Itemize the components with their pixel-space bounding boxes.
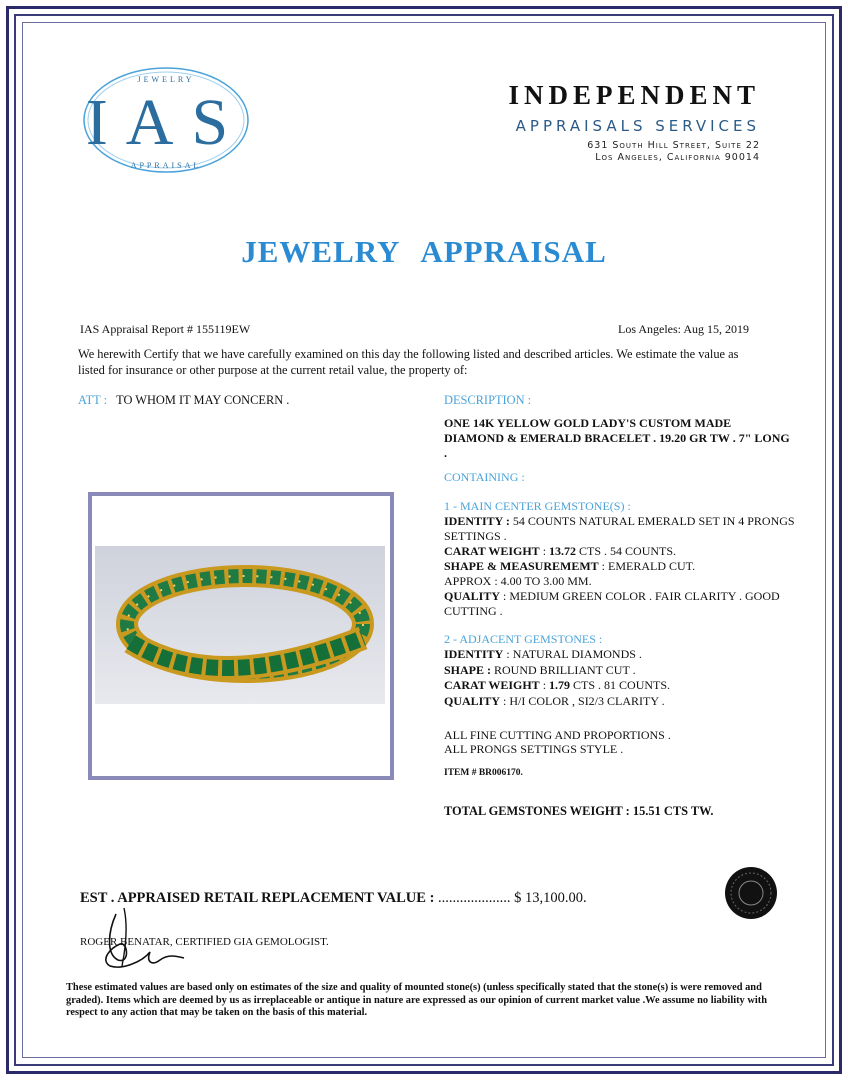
gem1-details	[444, 514, 824, 619]
att-label: ATT :	[78, 393, 108, 407]
bracelet-photo	[95, 546, 385, 704]
gem2-details	[444, 647, 824, 709]
document-title: JEWELRY APPRAISAL	[241, 234, 607, 269]
gem1-carat: CARAT WEIGHT : 13.72 CTS . 54 COUNTS.	[444, 544, 677, 558]
ias-logo	[78, 60, 258, 186]
gem1-heading: 1 - MAIN CENTER GEMSTONE(S) :	[444, 499, 631, 513]
estimate-label: EST . APPRAISED RETAIL REPLACEMENT VALUE :	[80, 890, 439, 906]
finish-line-2: ALL PRONGS SETTINGS STYLE .	[444, 742, 624, 756]
gem2-identity: IDENTITY : NATURAL DIAMONDS .	[444, 647, 642, 661]
finish-notes	[444, 728, 671, 756]
logo-arc-top: JEWELRY	[137, 75, 195, 84]
estimate-value: $ 13,100.00.	[510, 890, 587, 906]
gem1-quality: QUALITY : MEDIUM GREEN COLOR . FAIR CLARITY . GOOD CUTTING .	[444, 589, 780, 618]
company-address	[470, 140, 760, 164]
report-number: IAS Appraisal Report # 155119EW	[80, 322, 251, 336]
company-subtitle: APPRAISALS SERVICES	[515, 117, 760, 135]
report-location-date: Los Angeles: Aug 15, 2019	[618, 322, 749, 336]
hologram-seal	[724, 866, 778, 920]
item-number: ITEM # BR006170.	[444, 768, 523, 778]
att-line	[78, 393, 289, 408]
gem1-shape: SHAPE & MEASUREMEMT : EMERALD CUT.	[444, 559, 696, 573]
signature-name: ROGER BENATAR, CERTIFIED GIA GEMOLOGIST.	[80, 936, 329, 948]
address-line-1: 631 South Hill Street, Suite 22	[587, 140, 760, 151]
estimate-dots: ....................	[438, 890, 511, 906]
logo-initials: IAS	[85, 86, 247, 159]
certification-text: We herewith Certify that we have carefully examined on this day the following listed and described articles. We estimate the value as listed for insurance or other purpose at the current retail value, the property of:	[78, 347, 739, 377]
logo-arc-bottom: APPRAISAL	[130, 161, 202, 170]
containing-heading: CONTAINING :	[444, 470, 525, 484]
total-weight: TOTAL GEMSTONES WEIGHT : 15.51 CTS TW.	[444, 804, 714, 818]
company-name: INDEPENDENT	[508, 80, 760, 110]
description-heading: DESCRIPTION :	[444, 393, 532, 407]
gem2-heading: 2 - ADJACENT GEMSTONES :	[444, 632, 603, 646]
finish-line-1: ALL FINE CUTTING AND PROPORTIONS .	[444, 728, 671, 742]
gem1-approx: APPROX : 4.00 TO 3.00 MM.	[444, 574, 592, 588]
gem2-shape: SHAPE : ROUND BRILLIANT CUT .	[444, 662, 636, 677]
gem1-identity: IDENTITY : 54 COUNTS NATURAL EMERALD SET IN 4 PRONGS SETTINGS .	[444, 514, 795, 543]
disclaimer: These estimated values are based only on estimates of the size and quality of mounted stone(s) (unless specifically stated that the stone(s) is were removed and graded). Items which are deemed by us as irreplaceable or antique in nature are expressed as our opinion of current market value .We assume no liability with respect to any action that may be taken on the basis of this material.	[66, 982, 767, 1018]
gem2-carat: CARAT WEIGHT : 1.79 CTS . 81 COUNTS.	[444, 678, 671, 692]
att-value: TO WHOM IT MAY CONCERN .	[116, 393, 290, 407]
company-header	[470, 80, 760, 164]
description-body: ONE 14K YELLOW GOLD LADY'S CUSTOM MADE DIAMOND & EMERALD BRACELET . 19.20 GR TW . 7" LONG .	[444, 416, 790, 460]
gem2-quality: QUALITY : H/I COLOR , SI2/3 CLARITY .	[444, 693, 665, 708]
address-line-2: Los Angeles, California 90014	[595, 152, 760, 163]
